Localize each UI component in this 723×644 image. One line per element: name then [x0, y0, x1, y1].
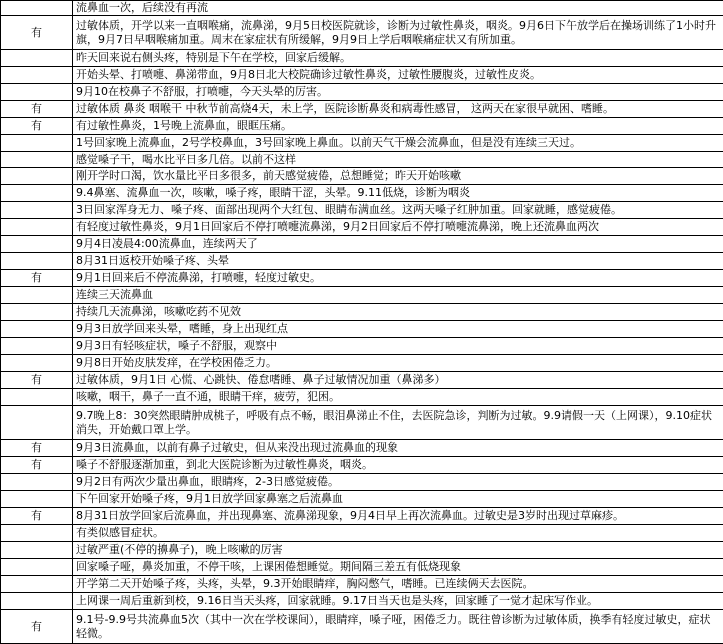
flag-cell [1, 304, 73, 321]
table-row [1, 525, 723, 542]
symptom-table-body [1, 1, 723, 644]
table-row [1, 593, 723, 610]
description-cell: 感觉嗓子干，喝水比平日多几倍。以前不这样 [73, 152, 723, 168]
flag-cell [1, 525, 73, 542]
flag-cell [1, 236, 73, 253]
table-row [1, 474, 723, 491]
flag-cell [1, 287, 73, 304]
flag-cell [1, 67, 73, 84]
description-cell: 过敏体质 鼻炎 咽喉干 中秋节前高烧4天，未上学，医院诊断鼻炎和病毒性感冒， 这两天在家很早就困、嗜睡。 [73, 101, 723, 118]
description-cell: 有类似感冒症状。 [73, 525, 723, 542]
flag-cell [1, 355, 73, 372]
table-row [1, 321, 723, 338]
description-cell: 9月8日开始皮肤发痒，在学校困倦乏力。 [73, 355, 723, 372]
description-cell: 嗓子不舒服逐渐加重，到北大医院诊断为过敏性鼻炎，咽炎。 [73, 457, 723, 474]
flag-cell: 有 [1, 610, 73, 644]
table-row [1, 118, 723, 135]
flag-cell [1, 542, 73, 559]
description-cell: 过敏严重(不停的擤鼻子)，晚上咳嗽的厉害 [73, 542, 723, 559]
description-cell: 9月4日凌晨4:00流鼻血，连续两天了 [73, 236, 723, 253]
description-cell: 开始头晕、打喷嚏、鼻涕带血，9月8日北大校院确诊过敏性鼻炎，过敏性腰腹炎，过敏性皮炎。 [73, 67, 723, 84]
table-row [1, 270, 723, 287]
table-row [1, 152, 723, 168]
flag-cell: 有 [1, 372, 73, 389]
flag-cell [1, 338, 73, 355]
table-row [1, 610, 723, 644]
flag-cell [1, 219, 73, 236]
flag-cell [1, 491, 73, 508]
description-cell: 3日回家浑身无力、嗓子疼、面部出现两个大红包、眼睛布满血丝。这两天嗓子红肿加重。回家就睡，感觉疲倦。 [73, 202, 723, 219]
description-cell: 昨天回来说右侧头疼，特别是下午在学校，回家后缓解。 [73, 50, 723, 67]
description-cell: 上网课一周后重新到校，9.16日当天头疼，回家就睡。9.17日当天也是头疼，回家睡了一觉才起床写作业。 [73, 593, 723, 610]
description-cell: 9月2日有两次少量出鼻血，眼睛疼，2-3日感觉疲倦。 [73, 474, 723, 491]
description-cell: 1号回家晚上流鼻血，2号学校鼻血，3号回家晚上鼻血。以前天气干燥会流鼻血，但是没有连续三天过。 [73, 135, 723, 152]
table-row [1, 542, 723, 559]
description-cell: 咳嗽，咽干，鼻子一直不通，眼睛干痒，疲劳，犯困。 [73, 389, 723, 406]
table-row [1, 236, 723, 253]
flag-cell [1, 152, 73, 168]
table-row [1, 576, 723, 593]
description-cell: 持续几天流鼻涕，咳嗽吃药不见效 [73, 304, 723, 321]
table-row [1, 559, 723, 576]
flag-cell [1, 406, 73, 440]
table-row [1, 338, 723, 355]
flag-cell [1, 84, 73, 101]
table-row [1, 135, 723, 152]
flag-cell [1, 593, 73, 610]
flag-cell [1, 185, 73, 202]
description-cell: 连续三天流鼻血 [73, 287, 723, 304]
flag-cell: 有 [1, 101, 73, 118]
table-row [1, 185, 723, 202]
table-row [1, 202, 723, 219]
table-row [1, 406, 723, 440]
flag-cell [1, 202, 73, 219]
description-cell: 过敏体质，9月1日 心慌、心跳快、倦怠嗜睡、鼻子过敏情况加重（鼻涕多） [73, 372, 723, 389]
flag-cell: 有 [1, 457, 73, 474]
description-cell: 8月31日返校开始嗓子疼、头晕 [73, 253, 723, 270]
description-cell: 过敏体质，开学以来一直咽喉痛，流鼻涕，9月5日校医院就诊，诊断为过敏性鼻炎，咽炎。9月6日下午放学后在操场训练了1小时升旗，9月7日早咽喉痛加重。周末在家症状有所缓解，9月9日上学后咽喉痛症状又有所加重。 [73, 16, 723, 50]
flag-cell [1, 576, 73, 593]
flag-cell [1, 135, 73, 152]
table-row [1, 16, 723, 50]
description-cell: 下午回家开始嗓子疼，9月1日放学回家鼻塞之后流鼻血 [73, 491, 723, 508]
flag-cell: 有 [1, 16, 73, 50]
description-cell: 9月3日流鼻血，以前有鼻子过敏史，但从来没出现过流鼻血的现象 [73, 440, 723, 457]
flag-cell [1, 1, 73, 16]
table-row [1, 304, 723, 321]
table-row [1, 219, 723, 236]
flag-cell: 有 [1, 440, 73, 457]
description-cell: 9.7晚上8：30突然眼睛肿成桃子，呼吸有点不畅，眼泪鼻涕止不住，去医院急诊，判断为过敏。9.9请假一天（上网课），9.10症状消失，开始戴口罩上学。 [73, 406, 723, 440]
table-row [1, 389, 723, 406]
table-row [1, 101, 723, 118]
table-row [1, 1, 723, 16]
description-cell: 9.1号-9.9号共流鼻血5次（其中一次在学校课间），眼睛痒，嗓子哑，困倦乏力。既往曾诊断为过敏体质，换季有轻度过敏史，症状轻微。 [73, 610, 723, 644]
table-row [1, 168, 723, 185]
description-cell: 回家嗓子哑，鼻炎加重，不停干咳，上课困倦想睡觉。期间隔三差五有低烧现象 [73, 559, 723, 576]
table-row [1, 253, 723, 270]
description-cell: 8月31日放学回家后流鼻血，并出现鼻塞、流鼻涕现象，9月4日早上再次流鼻血。过敏史是3岁时出现过草麻疹。 [73, 508, 723, 525]
flag-cell [1, 389, 73, 406]
table-row [1, 457, 723, 474]
table-row [1, 508, 723, 525]
description-cell: 开学第二天开始嗓子疼，头疼，头晕，9.3开始眼睛痒，胸闷憋气，嗜睡。已连续俩天去医院。 [73, 576, 723, 593]
flag-cell [1, 321, 73, 338]
flag-cell [1, 50, 73, 67]
table-row [1, 372, 723, 389]
table-row [1, 50, 723, 67]
description-cell: 9.4鼻塞、流鼻血一次，咳嗽，嗓子疼，眼睛干涩，头晕。9.11低烧，诊断为咽炎 [73, 185, 723, 202]
description-cell: 刚开学时口渴，饮水量比平日多很多，前天感觉疲倦，总想睡觉；昨天开始咳嗽 [73, 168, 723, 185]
flag-cell: 有 [1, 508, 73, 525]
flag-cell: 有 [1, 118, 73, 135]
description-cell: 流鼻血一次，后续没有再流 [73, 1, 723, 16]
description-cell: 9月3日有轻咳症状，嗓子不舒服，观察中 [73, 338, 723, 355]
table-row [1, 440, 723, 457]
table-row [1, 287, 723, 304]
description-cell: 有轻度过敏性鼻炎，9月1日回家后不停打喷嚏流鼻涕，9月2日回家后不停打喷嚏流鼻涕，晚上还流鼻血两次 [73, 219, 723, 236]
table-row [1, 491, 723, 508]
table-row [1, 355, 723, 372]
description-cell: 9月1日回来后不停流鼻涕，打喷嚏，轻度过敏史。 [73, 270, 723, 287]
flag-cell: 有 [1, 270, 73, 287]
table-row [1, 84, 723, 101]
flag-cell [1, 559, 73, 576]
description-cell: 有过敏性鼻炎，1号晚上流鼻血，眼眶压痛。 [73, 118, 723, 135]
flag-cell [1, 253, 73, 270]
description-cell: 9月3日放学回来头晕，嗜睡，身上出现红点 [73, 321, 723, 338]
description-cell: 9月10在校鼻子不舒服，打喷嚏，今天头晕的厉害。 [73, 84, 723, 101]
table-row [1, 67, 723, 84]
flag-cell [1, 168, 73, 185]
flag-cell [1, 474, 73, 491]
